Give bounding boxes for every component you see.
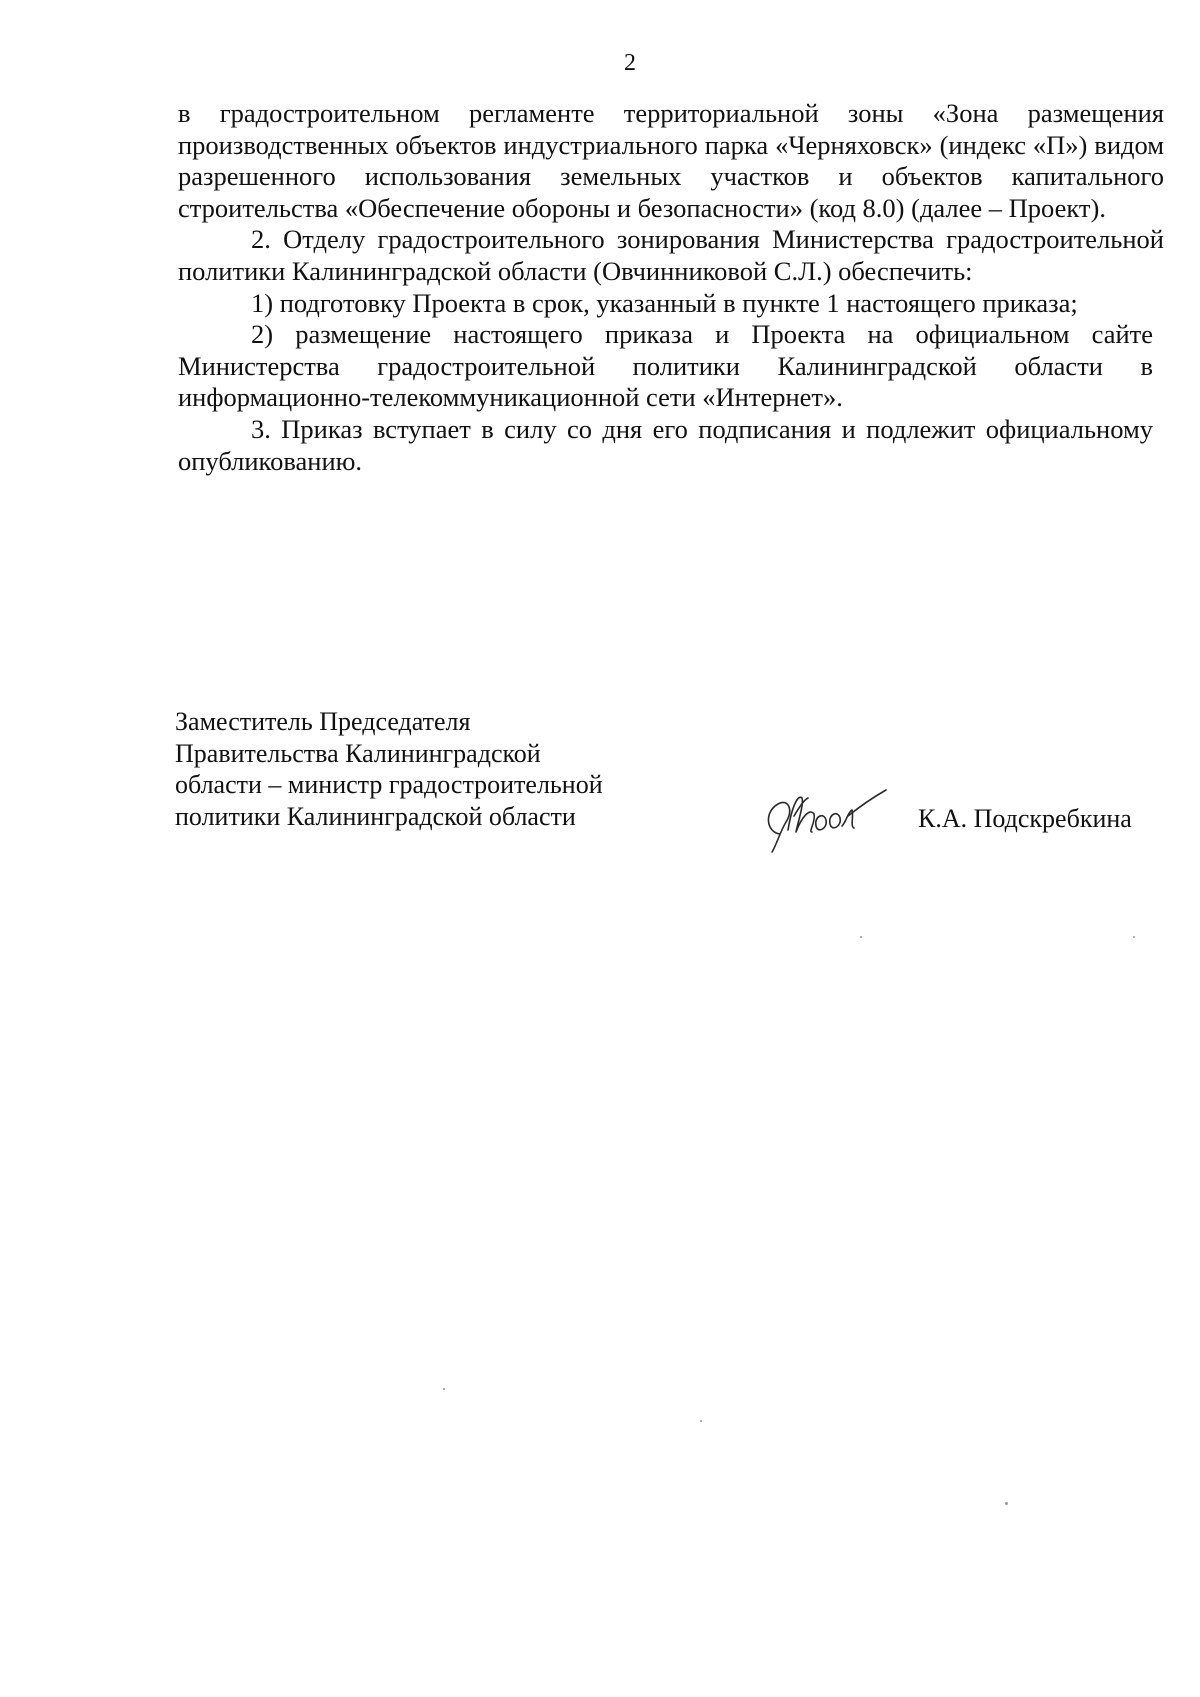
signatory-position-line: Заместитель Председателя (175, 707, 471, 736)
document-body (178, 98, 1164, 477)
signatory-name: К.А. Подскребкина (918, 804, 1132, 833)
page-number: 2 (624, 50, 636, 76)
signatory-position-line: политики Калининградской области (175, 801, 576, 831)
paragraph-subitem-2: 2) размещение настоящего приказа и Проекта на официальном сайте Министерства градостроительной политики Калининградской области в информационно-телекоммуникационной сети «Интернет». (178, 319, 1153, 413)
scan-speck (443, 1388, 445, 1390)
signatory-position (175, 706, 603, 832)
handwritten-signature (758, 776, 888, 856)
paragraph-continuation: в градостроительном регламенте территориальной зоны «Зона размещения производственных объектов индустриального парка «Черняховск» (индекс «П») видом разрешенного использования земельных участков и объектов капитального строительства «Обеспечение обороны и безопасности» (код 8.0) (далее – Проект). (178, 98, 1164, 223)
scan-speck (700, 1420, 702, 1422)
scan-speck (1005, 1502, 1008, 1505)
scan-speck (1133, 936, 1135, 938)
scan-speck (860, 936, 862, 938)
signatory-position-line: области – министр градостроительной (175, 770, 603, 799)
paragraph-subitem-1: 1) подготовку Проекта в срок, указанный в пункте 1 настоящего приказа; (251, 287, 1078, 318)
signatory-position-line: Правительства Калининградской (175, 738, 541, 768)
paragraph-item-3: 3. Приказ вступает в силу со дня его подписания и подлежит официальному опубликованию. (178, 413, 1153, 476)
paragraph-item-2: 2. Отделу градостроительного зонирования Министерства градостроительной политики Калининградской области (Овчинниковой С.Л.) обеспечить: (178, 224, 1164, 286)
